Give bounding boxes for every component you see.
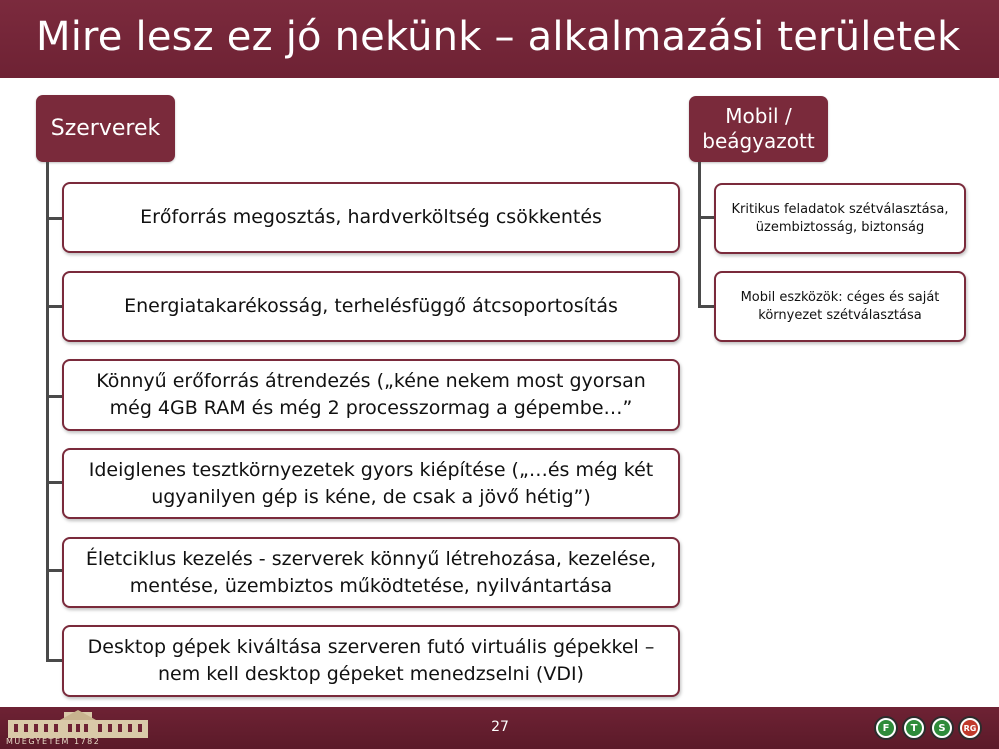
servers-item-text: Könnyű erőforrás átrendezés („kéne nekem most gyorsan még 4GB RAM és még 2 processzormag a gépembe…” <box>96 370 646 419</box>
title-bar <box>0 0 999 78</box>
servers-item-text: Energiatakarékosság, terhelésfüggő átcsoportosítás <box>124 295 618 317</box>
servers-item-vdi <box>62 625 680 697</box>
servers-item-text: Életciklus kezelés - szerverek könnyű létrehozása, kezelése, mentése, üzembiztos működtetése, nyilvántartása <box>85 547 657 597</box>
servers-item-resource-sharing <box>62 182 680 253</box>
mobile-item-critical-separation <box>714 183 966 254</box>
university-caption: MŰEGYETEM 1782 <box>6 737 101 746</box>
page-number: 27 <box>491 719 509 735</box>
ftsrg-rg-logo-icon: RG <box>958 716 982 740</box>
mobile-item-text: Kritikus feladatok szétválasztása, üzembiztosság, biztonság <box>731 201 949 235</box>
servers-item-energy-saving <box>62 271 680 342</box>
ftsrg-s-logo-icon: S <box>930 716 954 740</box>
mobile-root-label: Mobil / beágyazott <box>702 104 815 153</box>
servers-root-label: Szerverek <box>50 116 161 141</box>
department-logos <box>874 716 994 742</box>
mobile-item-device-separation <box>714 271 966 342</box>
slide-title: Mire lesz ez jó nekünk – alkalmazási területek <box>36 14 961 60</box>
mobile-root-node <box>689 96 828 162</box>
ftsrg-t-logo-icon: T <box>902 716 926 740</box>
servers-item-text: Desktop gépek kiváltása szerveren futó virtuális gépekkel – nem kell desktop gépeket menedzselni (VDI) <box>87 636 655 685</box>
servers-item-test-environments <box>62 448 680 519</box>
servers-item-lifecycle <box>62 537 680 608</box>
mobile-item-text: Mobil eszközök: céges és saját környezet szétválasztása <box>740 289 940 323</box>
servers-item-text: Erőforrás megosztás, hardverköltség csökkentés <box>140 206 602 228</box>
servers-item-text: Ideiglenes tesztkörnyezetek gyors kiépítése („…és még két ugyanilyen gép is kéne, de csak a jövő hétig”) <box>88 458 654 508</box>
servers-item-resource-rearrange <box>62 359 680 431</box>
ftsrg-f-logo-icon: F <box>874 716 898 740</box>
footer-bar <box>0 707 999 749</box>
servers-root-node <box>36 95 175 162</box>
